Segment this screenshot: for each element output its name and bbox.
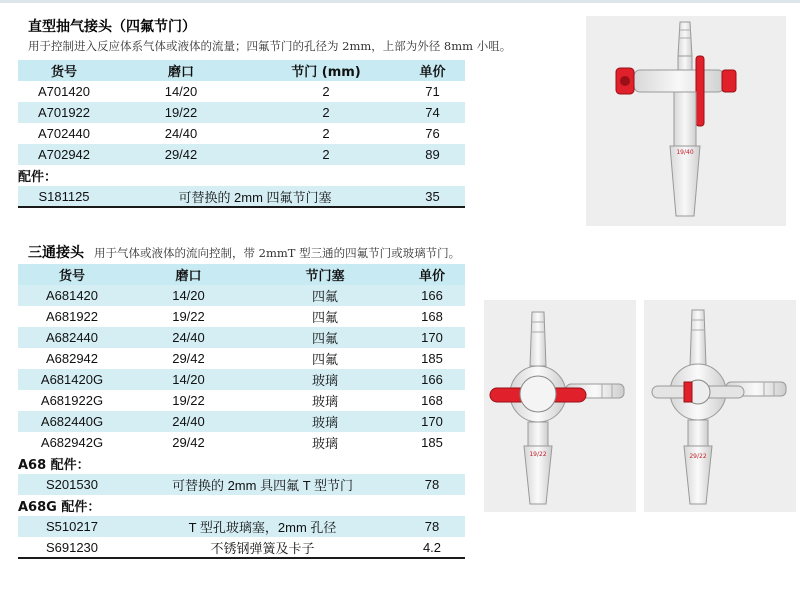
header-item-no: 货号 bbox=[18, 60, 110, 81]
price: 89 bbox=[400, 144, 465, 165]
table-header-row bbox=[18, 60, 465, 81]
stopcock-size: 2 bbox=[252, 144, 400, 165]
table-row bbox=[18, 390, 465, 411]
table-row bbox=[18, 348, 465, 369]
plug-material: 四氟 bbox=[251, 285, 399, 306]
joint-size: 14/20 bbox=[126, 369, 251, 390]
accessory-description: 可替换的 2mm 具四氟 T 型节门 bbox=[126, 474, 399, 495]
joint-mark: 19/40 bbox=[676, 149, 694, 156]
item-no: A682440 bbox=[18, 327, 126, 348]
table-row bbox=[18, 327, 465, 348]
plug-material: 玻璃 bbox=[251, 432, 399, 453]
joint-size: 24/40 bbox=[110, 123, 252, 144]
accessories-label: 配件： bbox=[18, 165, 465, 186]
table-row bbox=[18, 537, 465, 558]
stopcock-size: 2 bbox=[252, 81, 400, 102]
accessory-description: 不锈钢弹簧及卡子 bbox=[126, 537, 399, 558]
price: 170 bbox=[399, 411, 465, 432]
accessories-heading-row bbox=[18, 495, 465, 516]
table-row bbox=[18, 81, 465, 102]
section2-title: 三通接头 bbox=[28, 245, 84, 261]
table-row bbox=[18, 285, 465, 306]
table-row bbox=[18, 516, 465, 537]
plug-material: 玻璃 bbox=[251, 369, 399, 390]
accessory-description: 可替换的 2mm 四氟节门塞 bbox=[110, 186, 400, 207]
joint-size: 29/42 bbox=[110, 144, 252, 165]
price: 74 bbox=[400, 102, 465, 123]
table-row bbox=[18, 144, 465, 165]
plug-material: 玻璃 bbox=[251, 390, 399, 411]
price: 71 bbox=[400, 81, 465, 102]
section1-description: 用于控制进入反应体系气体或液体的流量；四氟节门的孔径为 2mm，上部为外径 8mm 小咀。 bbox=[28, 39, 512, 53]
table-row bbox=[18, 432, 465, 453]
accessory-description: T 型孔玻璃塞，2mm 孔径 bbox=[126, 516, 399, 537]
accessories-label: A68 配件： bbox=[18, 453, 465, 474]
item-no: S510217 bbox=[18, 516, 126, 537]
joint-size: 24/40 bbox=[126, 411, 251, 432]
item-no: A701922 bbox=[18, 102, 110, 123]
item-no: A681420G bbox=[18, 369, 126, 390]
item-no: S201530 bbox=[18, 474, 126, 495]
table-row bbox=[18, 186, 465, 207]
accessories-label: A68G 配件： bbox=[18, 495, 465, 516]
plug-material: 四氟 bbox=[251, 348, 399, 369]
stopcock-size: 2 bbox=[252, 123, 400, 144]
table-header-row bbox=[18, 264, 465, 285]
table-row bbox=[18, 411, 465, 432]
section2-description: 用于气体或液体的流向控制，带 2mmT 型三通的四氟节门或玻璃节门。 bbox=[94, 246, 461, 260]
price: 78 bbox=[399, 474, 465, 495]
item-no: A682942G bbox=[18, 432, 126, 453]
three-way-glass-photo bbox=[644, 300, 796, 512]
stopcock-size: 2 bbox=[252, 102, 400, 123]
item-no: A682440G bbox=[18, 411, 126, 432]
table-row bbox=[18, 369, 465, 390]
straight-adapter-illustration bbox=[586, 16, 786, 226]
price: 168 bbox=[399, 390, 465, 411]
joint-size: 19/22 bbox=[110, 102, 252, 123]
joint-size: 29/42 bbox=[126, 432, 251, 453]
price: 78 bbox=[399, 516, 465, 537]
joint-size: 19/22 bbox=[126, 390, 251, 411]
joint-mark: 19/22 bbox=[529, 451, 547, 458]
header-price: 单价 bbox=[399, 264, 465, 285]
price: 170 bbox=[399, 327, 465, 348]
plug-material: 玻璃 bbox=[251, 411, 399, 432]
top-rule bbox=[0, 0, 800, 3]
price: 4.2 bbox=[399, 537, 465, 558]
straight-adapter-photo bbox=[586, 16, 786, 226]
item-no: A681922 bbox=[18, 306, 126, 327]
header-joint: 磨口 bbox=[110, 60, 252, 81]
header-stopcock: 节门 (mm) bbox=[252, 60, 400, 81]
table-row bbox=[18, 123, 465, 144]
table-row bbox=[18, 474, 465, 495]
header-joint: 磨口 bbox=[126, 264, 251, 285]
section2-title-line bbox=[28, 242, 460, 262]
item-no: A681420 bbox=[18, 285, 126, 306]
header-item-no: 货号 bbox=[18, 264, 126, 285]
three-way-glass-illustration bbox=[644, 300, 796, 512]
joint-size: 14/20 bbox=[126, 285, 251, 306]
item-no: A702440 bbox=[18, 123, 110, 144]
section1-price-table bbox=[18, 60, 465, 208]
price: 168 bbox=[399, 306, 465, 327]
header-plug: 节门塞 bbox=[251, 264, 399, 285]
joint-size: 24/40 bbox=[126, 327, 251, 348]
item-no: A702942 bbox=[18, 144, 110, 165]
table-row bbox=[18, 306, 465, 327]
section1-title: 直型抽气接头（四氟节门） bbox=[28, 19, 196, 35]
plug-material: 四氟 bbox=[251, 327, 399, 348]
item-no: S181125 bbox=[18, 186, 110, 207]
joint-size: 14/20 bbox=[110, 81, 252, 102]
section2-price-table bbox=[18, 264, 465, 559]
price: 185 bbox=[399, 432, 465, 453]
price: 76 bbox=[400, 123, 465, 144]
plug-material: 四氟 bbox=[251, 306, 399, 327]
table-row bbox=[18, 102, 465, 123]
three-way-ptfe-illustration bbox=[484, 300, 636, 512]
accessories-heading-row bbox=[18, 165, 465, 186]
item-no: S691230 bbox=[18, 537, 126, 558]
item-no: A701420 bbox=[18, 81, 110, 102]
three-way-ptfe-photo bbox=[484, 300, 636, 512]
item-no: A682942 bbox=[18, 348, 126, 369]
accessories-heading-row bbox=[18, 453, 465, 474]
price: 185 bbox=[399, 348, 465, 369]
price: 35 bbox=[400, 186, 465, 207]
joint-size: 19/22 bbox=[126, 306, 251, 327]
joint-size: 29/42 bbox=[126, 348, 251, 369]
price: 166 bbox=[399, 285, 465, 306]
price: 166 bbox=[399, 369, 465, 390]
header-price: 单价 bbox=[400, 60, 465, 81]
item-no: A681922G bbox=[18, 390, 126, 411]
joint-mark: 29/22 bbox=[689, 453, 707, 460]
